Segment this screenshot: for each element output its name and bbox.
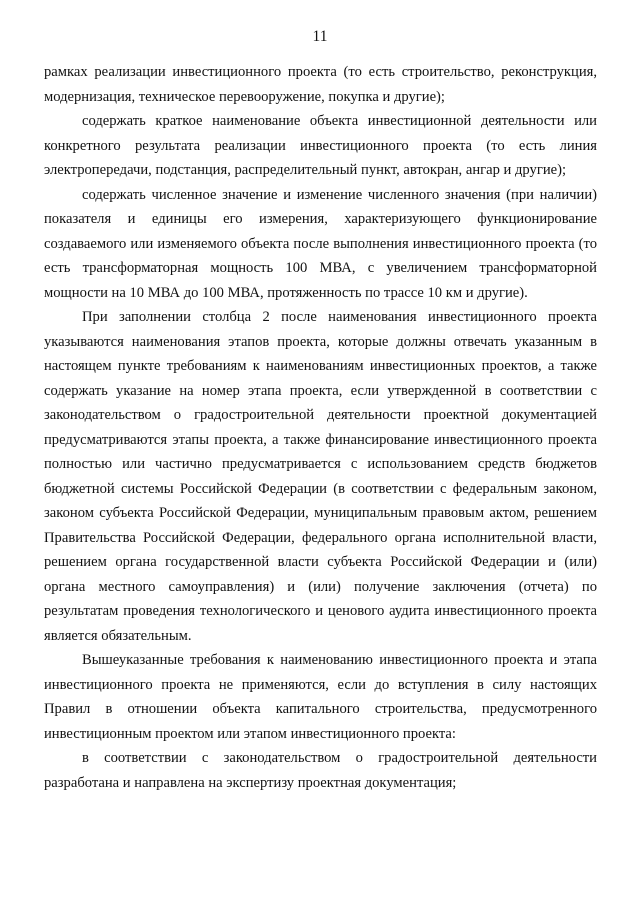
paragraph-exception-item: в соответствии с законодательством о градостроительной деятельности разработана и направлена на экспертизу проектная документация; bbox=[44, 750, 597, 791]
paragraph-requirements-exceptions: Вышеуказанные требования к наименованию инвестиционного проекта и этапа инвестиционного проекта не применяются, если до вступления в силу настоящих Правил в отношении объекта капитального строительства, предусмотренного инвестиционным проектом или этапом инвестиционного проекта: bbox=[44, 652, 597, 742]
paragraph-short-name-requirement: содержать краткое наименование объекта инвестиционной деятельности или конкретного результата реализации инвестиционного проекта (то есть линия электропередачи, подстанция, распределительный пункт, автокран, ангар и другие); bbox=[44, 113, 597, 178]
paragraph-column-2-stages: При заполнении столбца 2 после наименования инвестиционного проекта указываются наименования этапов проекта, которые должны отвечать указанным в настоящем пункте требованиям к наименованиям инвестиционных проектов, а также содержать указание на номер этапа проекта, если утвержденной в соответствии с законодательством о градостроительной деятельности проектной документацией предусматриваются этапы проекта, а также финансирование инвестиционного проекта полностью или частично предусматривается с использованием средств бюджетов бюджетной системы Российской Федерации (в соответствии с федеральным законом, законом субъекта Российской Федерации, муниципальным правовым актом, решением Правительства Российской Федерации, федерального органа исполнительной власти, решением органа государственной власти субъекта Российской Федерации и (или) органа местного самоуправления) и (или) получение заключения (отчета) по результатам проведения технологического и ценового аудита инвестиционного проекта является обязательным. bbox=[44, 309, 597, 644]
paragraph-continuation: рамках реализации инвестиционного проекта (то есть строительство, реконструкция, модернизация, техническое перевооружение, покупка и другие); bbox=[44, 64, 597, 105]
paragraph-numeric-value-requirement: содержать численное значение и изменение численного значения (при наличии) показателя и единицы его измерения, характеризующего функционирование создаваемого или изменяемого объекта после выполнения инвестиционного проекта (то есть трансформаторная мощность 100 МВА, с увеличением трансформаторной мощности на 10 МВА до 100 МВА, протяженность по трассе 10 км и другие). bbox=[44, 186, 597, 301]
document-body bbox=[44, 60, 597, 795]
page-number: 11 bbox=[312, 28, 328, 45]
